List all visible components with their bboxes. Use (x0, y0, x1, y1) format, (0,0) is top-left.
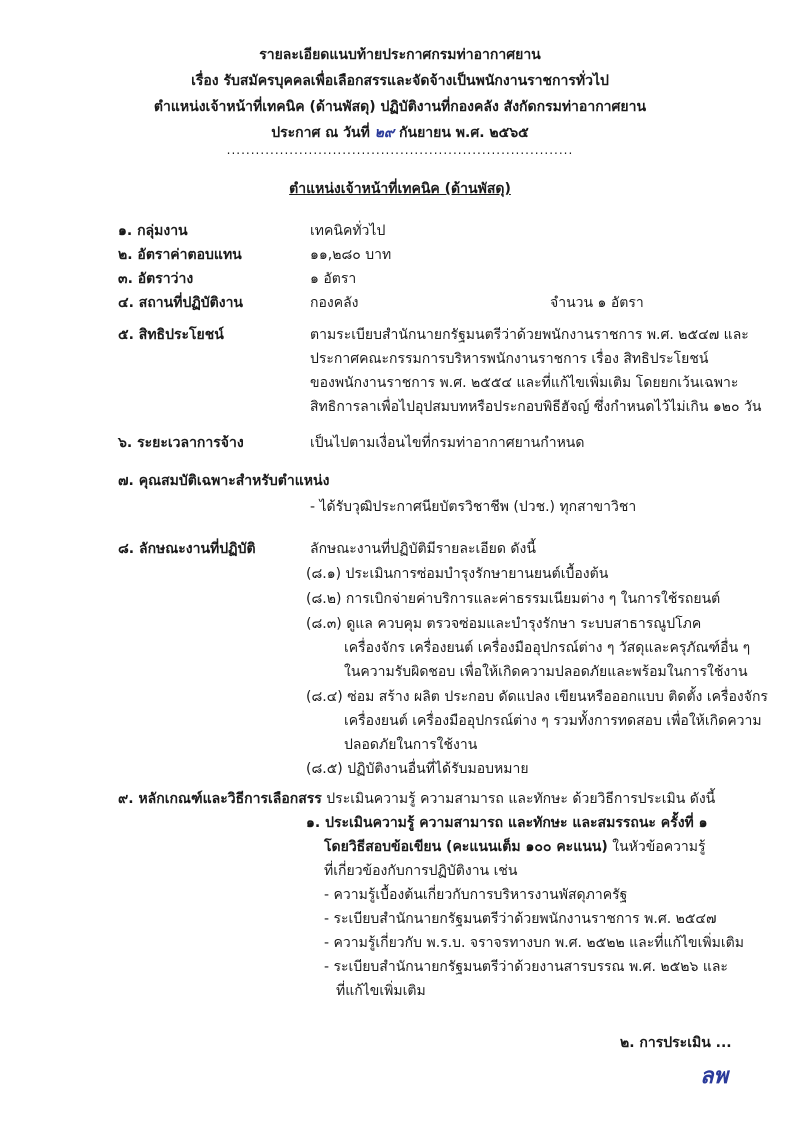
item-3-value: ๑ อัตรา (310, 271, 357, 287)
item-6-value: เป็นไปตามเงื่อนไขที่กรมท่าอากาศยานกำหนด (310, 435, 585, 451)
item-8-sub-4-line-1: (๘.๔) ซ่อม สร้าง ผลิต ประกอบ ดัดแปลง เขียนหรือออกแบบ ติดตั้ง เครื่องจักร (306, 689, 768, 705)
item-5-line-3: ของพนักงานราชการ พ.ศ. ๒๕๕๔ และที่แก้ไขเพิ่มเติม โดยยกเว้นเฉพาะ (310, 375, 739, 391)
date-prefix: ประกาศ ณ วันที่ (271, 125, 370, 141)
item-8-sub-3-line-3: ในความรับผิดชอบ เพื่อให้เกิดความปลอดภัยและพร้อมในการใช้งาน (344, 664, 748, 680)
date-day: ๒๙ (374, 125, 395, 141)
item-9-label: ๙. หลักเกณฑ์และวิธีการเลือกสรร (118, 791, 322, 807)
item-9-bullet-4-line-1: - ระเบียบสำนักนายกรัฐมนตรีว่าด้วยงานสารบรรณ พ.ศ. ๒๕๒๖ และ (324, 959, 728, 975)
item-8-sub-1: (๘.๑) ประเมินการซ่อมบำรุงรักษายานยนต์เบื้องต้น (306, 566, 609, 582)
item-5-label: ๕. สิทธิประโยชน์ (118, 327, 224, 343)
header-date-line (0, 124, 800, 144)
item-4-value: กองคลัง (310, 295, 359, 311)
item-9-sub-1-line-3: ที่เกี่ยวข้องกับการปฏิบัติงาน เช่น (324, 863, 518, 879)
position-title: ตำแหน่งเจ้าหน้าที่เทคนิค (ด้านพัสดุ) (289, 181, 511, 197)
item-8-sub-4-line-3: ปลอดภัยในการใช้งาน (344, 737, 478, 753)
item-2-label: ๒. อัตราค่าตอบแทน (118, 247, 242, 263)
item-9-sub-1-method-rest: ในหัวข้อความรู้ (612, 839, 706, 855)
item-8-sub-3-line-1: (๘.๓) ดูแล ควบคุม ตรวจซ่อมและบำรุงรักษา ระบบสาธารณูปโภค (306, 616, 702, 632)
header-divider: ........................................................................ (226, 143, 574, 157)
item-8-sub-4-line-2: เครื่องยนต์ เครื่องมืออุปกรณ์ต่าง ๆ รวมทั้งการทดสอบ เพื่อให้เกิดความ (344, 713, 762, 729)
item-5-line-1: ตามระเบียบสำนักนายกรัฐมนตรีว่าด้วยพนักงานราชการ พ.ศ. ๒๕๔๗ และ (310, 327, 749, 343)
item-5-line-4: สิทธิการลาเพื่อไปอุปสมบทหรือประกอบพิธีฮัจญ์ ซึ่งกำหนดไว้ไม่เกิน ๑๒๐ วัน (310, 399, 762, 415)
header-line-1: รายละเอียดแนบท้ายประกาศกรมท่าอากาศยาน (259, 47, 541, 63)
item-9-sub-1-line-1: ๑. ประเมินความรู้ ความสามารถ และทักษะ และสมรรถนะ ครั้งที่ ๑ (306, 815, 708, 831)
item-3-label: ๓. อัตราว่าง (118, 271, 194, 287)
header-line-2: เรื่อง รับสมัครบุคคลเพื่อเลือกสรรและจัดจ้างเป็นพนักงานราชการทั่วไป (191, 73, 609, 89)
item-9-bullet-4-line-2: ที่แก้ไขเพิ่มเติม (336, 983, 426, 999)
item-8-sub-5: (๘.๕) ปฏิบัติงานอื่นที่ได้รับมอบหมาย (306, 761, 529, 777)
item-8-intro: ลักษณะงานที่ปฏิบัติมีรายละเอียด ดังนี้ (310, 541, 536, 557)
item-9-label-rest: ประเมินความรู้ ความสามารถ และทักษะ ด้วยวิธีการประเมิน ดังนี้ (326, 791, 716, 807)
item-2-value: ๑๑,๒๘๐ บาท (310, 247, 392, 263)
date-suffix: กันยายน พ.ศ. ๒๕๖๕ (399, 125, 529, 141)
item-8-sub-2: (๘.๒) การเบิกจ่ายค่าบริการและค่าธรรมเนียมต่าง ๆ ในการใช้รถยนต์ (306, 591, 721, 607)
continue-marker: ๒. การประเมิน ... (620, 1035, 732, 1051)
item-1-value: เทคนิคทั่วไป (310, 223, 386, 239)
item-8-sub-3-line-2: เครื่องจักร เครื่องยนต์ เครื่องมืออุปกรณ์ต่าง ๆ วัสดุและครุภัณฑ์อื่น ๆ (344, 640, 751, 656)
item-9-sub-1-method: โดยวิธีสอบข้อเขียน (คะแนนเต็ม ๑๐๐ คะแนน) (324, 839, 608, 855)
item-9-bullet-3: - ความรู้เกี่ยวกับ พ.ร.บ. จราจรทางบก พ.ศ. ๒๕๒๒ และที่แก้ไขเพิ่มเติม (324, 935, 744, 951)
item-9-sub-1-line-2 (324, 838, 706, 858)
item-7-label: ๗. คุณสมบัติเฉพาะสำหรับตำแหน่ง (118, 473, 330, 489)
item-7-value: - ได้รับวุฒิประกาศนียบัตรวิชาชีพ (ปวช.) ทุกสาขาวิชา (310, 499, 637, 515)
item-6-label: ๖. ระยะเวลาการจ้าง (118, 435, 244, 451)
item-4-label: ๔. สถานที่ปฏิบัติงาน (118, 295, 244, 311)
item-9-bullet-2: - ระเบียบสำนักนายกรัฐมนตรีว่าด้วยพนักงานราชการ พ.ศ. ๒๕๔๗ (324, 911, 717, 927)
item-8-label: ๘. ลักษณะงานที่ปฏิบัติ (118, 541, 256, 557)
header-line-3: ตำแหน่งเจ้าหน้าที่เทคนิค (ด้านพัสดุ) ปฏิบัติงานที่กองคลัง สังกัดกรมท่าอากาศยาน (153, 99, 647, 115)
item-5-line-2: ประกาศคณะกรรมการบริหารพนักงานราชการ เรื่อง สิทธิประโยชน์ (310, 351, 709, 367)
item-9-heading (118, 790, 715, 810)
item-9-bullet-1: - ความรู้เบื้องต้นเกี่ยวกับการบริหารงานพัสดุภาครัฐ (324, 887, 628, 903)
item-1-label: ๑. กลุ่มงาน (118, 223, 188, 239)
initials-signature: ลพ (700, 1064, 728, 1089)
item-4-extra: จำนวน ๑ อัตรา (550, 295, 644, 311)
